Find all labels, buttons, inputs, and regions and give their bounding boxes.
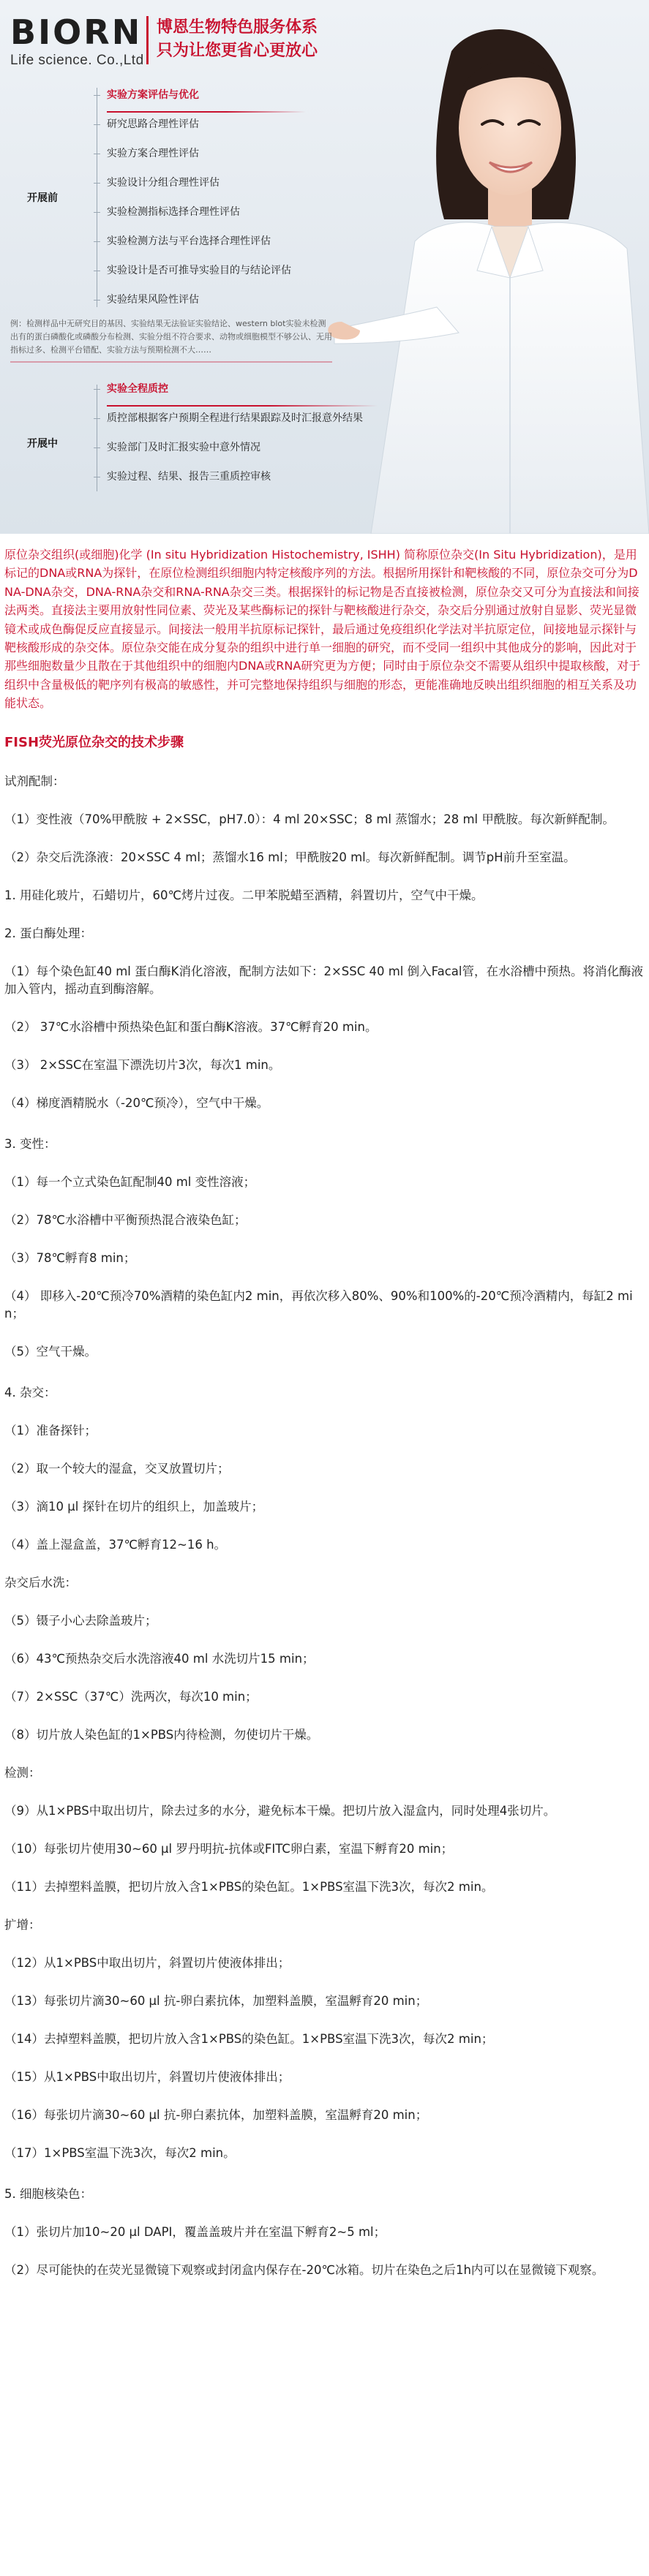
step-heading: 检测： [4,1765,41,1780]
step-heading: 4. 杂交： [4,1385,56,1400]
section-title: FISH荧光原位杂交的技术步骤 [4,734,184,750]
phase-item: 质控部根据客户预期全程进行结果跟踪及时汇报意外结果 [97,404,363,433]
step-text: （8）切片放人染色缸的1×PBS内待检测，勿使切片干燥。 [4,1727,319,1742]
step-text: （1）每个染色缸40 ml 蛋白酶K消化溶液，配制方法如下：2×SSC 40 ml 倒入Facal管，在水浴槽中预热。将消化酶液加入管内，摇动直到酶溶解。 [4,964,643,996]
phase-item-list [97,374,363,491]
slogan-line-1: 博恩生物特色服务体系 [157,18,318,37]
step-text: （13）每张切片滴30~60 μl 抗-卵白素抗体，加塑料盖膜，室温孵育20 min； [4,1993,428,2008]
slogan-line-2: 只为让您更省心更放心 [157,42,318,60]
step-heading: 试剂配制： [4,774,65,788]
step-text: （2）取一个较大的湿盒，交叉放置切片； [4,1461,230,1476]
slogan-divider [146,16,149,64]
step-text: （2）杂交后洗涤液：20×SSC 4 ml；蒸馏水16 ml；甲酰胺20 ml。每次新鲜配制。调节pH前升至室温。 [4,850,576,864]
step-heading: 扩增： [4,1917,41,1932]
phase-item-heading: 实验方案评估与优化 [97,80,291,110]
phase-item: 实验方案合理性评估 [97,139,291,168]
phase-item: 实验检测方法与平台选择合理性评估 [97,227,291,256]
phase-item: 实验检测指标选择合理性评估 [97,197,291,227]
step-text: （15）从1×PBS中取出切片，斜置切片使液体排出； [4,2069,290,2084]
phase-note: 例：检测样品中无研究目的基因、实验结果无法验证实验结论、western blot实验未检测出有的蛋白磷酸化或磷酸分布检测、实验分组不符合要求、动物或细胞模型不够公认、无用指标过多、检测平台错配、实验方法与预期检测不大…… [10,319,332,355]
phase-item: 研究思路合理性评估 [97,110,291,139]
step-text: （6）43℃预热杂交后水洗溶液40 ml 水洗切片15 min； [4,1651,315,1666]
step-text: （3）滴10 μl 探针在切片的组织上，加盖玻片； [4,1499,264,1514]
step-text: （3）78℃孵育8 min； [4,1250,136,1265]
step-heading: 5. 细胞核染色： [4,2186,92,2201]
phase-item: 实验部门及时汇报实验中意外情况 [97,433,363,462]
step-text: （2）78℃水浴槽中平衡预热混合液染色缸； [4,1212,247,1227]
step-text: （5）空气干燥。 [4,1344,97,1359]
step-text: （1）张切片加10~20 μl DAPI，覆盖盖玻片并在室温下孵育2~5 ml； [4,2224,386,2239]
step-text: （1）准备探针； [4,1423,97,1438]
phase-item: 实验过程、结果、报告三重质控审核 [97,462,363,491]
step-text: （9）从1×PBS中取出切片，除去过多的水分，避免标本干燥。把切片放入湿盒内，同时处理4张切片。 [4,1803,556,1818]
phase-item: 实验结果风险性评估 [97,285,291,314]
step-heading: 杂交后水洗： [4,1575,77,1590]
phase-item: 实验设计分组合理性评估 [97,168,291,197]
step-text: （16）每张切片滴30~60 μl 抗-卵白素抗体，加塑料盖膜，室温孵育20 min； [4,2107,428,2122]
slogan [157,16,318,63]
phase-during [10,374,363,521]
phase-label: 开展前 [27,192,58,204]
article-body [0,534,649,2279]
logo-name: BIORN [10,12,143,52]
step-text: （7）2×SSC（37℃）洗两次，每次10 min； [4,1689,258,1704]
step-text: （1）变性液（70%甲酰胺 + 2×SSC，pH7.0）：4 ml 20×SSC；8 ml 蒸馏水；28 ml 甲酰胺。每次新鲜配制。 [4,812,615,826]
step-text: （2） 37℃水浴槽中预热染色缸和蛋白酶K溶液。37℃孵育20 min。 [4,1019,378,1034]
doctor-photo [327,0,649,534]
phase-item: 实验设计是否可推导实验目的与结论评估 [97,256,291,285]
step-text: 1. 用硅化玻片，石蜡切片，60℃烤片过夜。二甲苯脱蜡至酒精，斜置切片，空气中干燥。 [4,888,484,902]
step-text: （4）梯度酒精脱水（-20℃预冷），空气中干燥。 [4,1095,269,1110]
step-text: （3） 2×SSC在室温下漂洗切片3次，每次1 min。 [4,1057,281,1072]
phase-before [10,80,332,314]
phase-divider [10,361,332,363]
logo-subtitle: Life science. Co.,Ltd [10,53,144,68]
step-text: （4）盖上湿盒盖，37℃孵育12~16 h。 [4,1537,227,1552]
step-text: （12）从1×PBS中取出切片，斜置切片使液体排出； [4,1955,290,1970]
phase-item-heading: 实验全程质控 [97,374,363,404]
logo-wordmark [10,12,144,52]
phase-item-list [97,80,291,314]
intro-paragraph: 原位杂交组织(或细胞)化学 (In situ Hybridization Histochemistry, ISHH) 简称原位杂交(In Situ Hybridization)，是用标记的DNA或RNA为探针，在原位检测组织细胞内特定核酸序列的方法。根据所用探针和靶核酸的不同，原位杂交可分为DNA-DNA杂交，DNA-RNA杂交和RNA-RNA杂交三类。根据探针的标记物是否直接被检测，原位杂交又可分为直接法和间接法两类。直接法主要用放射性同位素、荧光及某些酶标记的探针与靶核酸进行杂交，杂交后分别通过放射自显影、荧光显微镜术或成色酶促反应直接显示。间接法一般用半抗原标记探针，最后通过免疫组织化学法对半抗原定位，间接地显示探针与靶核酸形成的杂交体。原位杂交能在成分复杂的组织中进行单一细胞的研究，而不受同一组织中其他成分的影响，因此对于那些细胞数量少且散在于其他组织中的细胞内DNA或RNA研究更为方便；同时由于原位杂交不需要从组织中提取核酸，对于组织中含量极低的靶序列有极高的敏感性，并可完整地保持组织与细胞的形态，更能准确地反映出组织细胞的相互关系及功能状态。 [4,548,641,711]
step-heading: 3. 变性： [4,1136,56,1151]
step-text: （10）每张切片使用30~60 μl 罗丹明抗-抗体或FITC卵白素，室温下孵育20 min； [4,1841,454,1856]
step-text: （1）每一个立式染色缸配制40 ml 变性溶液； [4,1174,256,1189]
step-text: （2）尽可能快的在荧光显微镜下观察或封闭盒内保存在-20℃冰箱。切片在染色之后1h内可以在显微镜下观察。 [4,2262,604,2277]
step-text: （4） 即移入-20℃预冷70%酒精的染色缸内2 min，再依次移入80%、90%和100%的-20℃预冷酒精内，每缸2 min； [4,1288,633,1321]
step-text: （5）镊子小心去除盖玻片； [4,1613,157,1628]
step-text: （17）1×PBS室温下洗3次，每次2 min。 [4,2145,236,2160]
step-heading: 2. 蛋白酶处理： [4,926,92,940]
step-text: （11）去掉塑料盖膜，把切片放入含1×PBS的染色缸。1×PBS室温下洗3次，每次2 min。 [4,1879,494,1894]
service-banner [0,0,649,534]
step-text: （14）去掉塑料盖膜，把切片放入含1×PBS的染色缸。1×PBS室温下洗3次，每次2 min； [4,2031,494,2046]
phase-label: 开展中 [27,438,58,450]
company-logo [10,12,144,69]
